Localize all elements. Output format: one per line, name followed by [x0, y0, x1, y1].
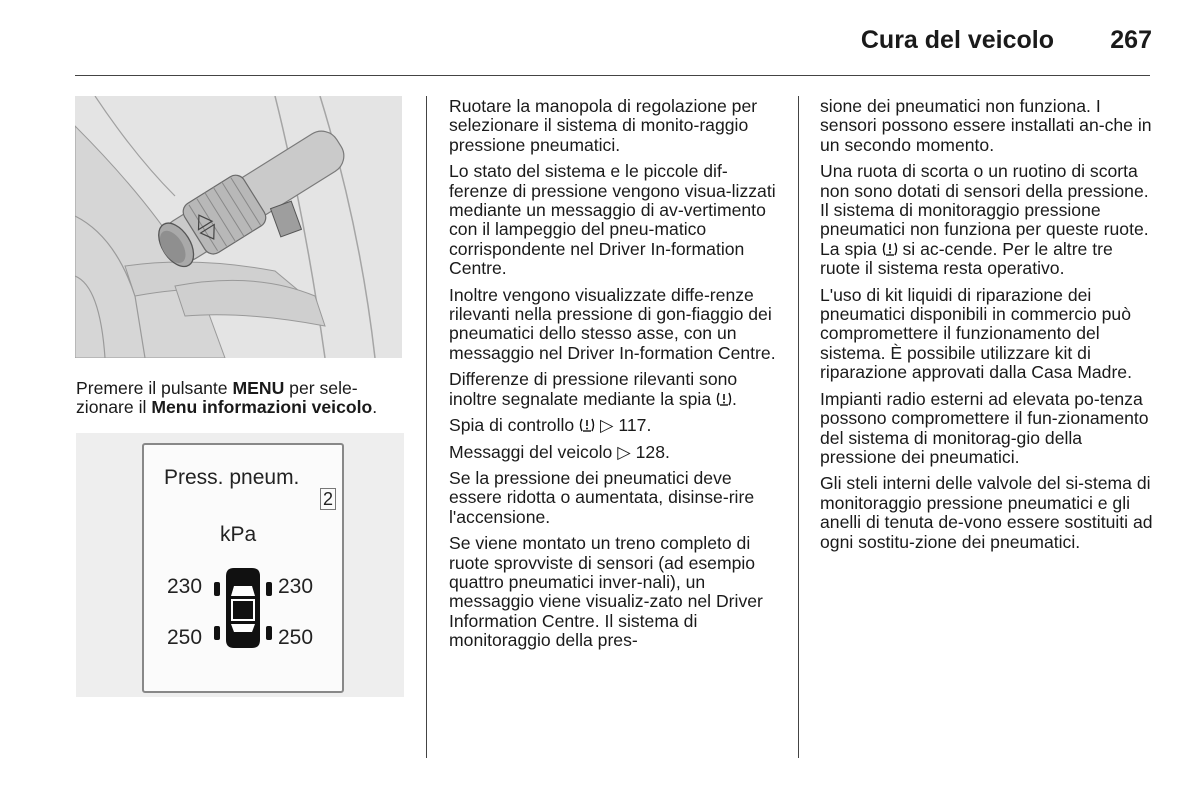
paragraph: sione dei pneumatici non funziona. I sensori possono essere installati an-che in un secondo momento.	[820, 96, 1152, 155]
paragraph: Inoltre vengono visualizzate diffe-renze rilevanti nella pressione di gon-fiaggio dei pneumatici dello stesso asse, con un messaggio nel Driver In-formation Centre.	[449, 284, 776, 363]
paragraph: L'uso di kit liquidi di riparazione dei pneumatici disponibili in commercio può compromettere il funzionamento del sistema. È possibile utilizzare kit di riparazione approvati dalla Casa Madre.	[820, 284, 1132, 383]
front-left-pressure: 230	[167, 575, 203, 598]
text-column-3	[820, 97, 1155, 559]
figure-caption	[76, 379, 411, 418]
paragraph-text-end: .	[732, 388, 737, 409]
paragraph	[449, 443, 784, 462]
paragraph-text-end: .	[646, 415, 652, 436]
column-divider-1	[426, 96, 427, 758]
rear-left-pressure: 250	[167, 626, 203, 649]
paragraph: Ruotare la manopola di regolazione per selezionare il sistema di monito-raggio pressione pneumatici.	[449, 96, 758, 155]
paragraph-text: Differenze di pressione rilevanti sono inoltre segnalate mediante la spia	[449, 369, 738, 409]
tire-pressure-warning-icon	[579, 416, 595, 434]
paragraph	[449, 370, 784, 409]
rear-right-pressure: 250	[278, 626, 314, 649]
menu-item-label: Menu informazioni veicolo	[151, 397, 373, 418]
paragraph: Se la pressione dei pneumatici deve essere ridotta o aumentata, disinse-rire l'accensione.	[449, 467, 755, 527]
menu-button-label: MENU	[232, 378, 285, 398]
caption-text-pre: Premere il pulsante	[76, 378, 233, 398]
tire-pressure-warning-icon	[882, 240, 898, 258]
paragraph: Impianti radio esterni ad elevata po-tenza possono compromettere il fun-zionamento del sistema di monitorag-gio della pressione dei pneumatici.	[820, 388, 1149, 467]
display-page-indicator: 2	[320, 488, 336, 510]
paragraph: Se viene montato un treno completo di ruote sprovviste di sensori (ad esempio quattro pneumatici inver-nali), un messaggio viene visualiz-zato nel Driver Information Centre. Il sistema di monitoraggio della pres-	[449, 533, 763, 651]
display-title: Press. pneum.	[164, 466, 300, 489]
paragraph-text: Una ruota di scorta o un ruotino di scorta non sono dotati di sensori della pressione. Il sistema di monitoraggio pressione pneumatici non funziona per queste ruote. La spia	[820, 161, 1149, 259]
page-reference-link[interactable]: 117	[618, 415, 647, 436]
front-right-pressure: 230	[278, 575, 314, 598]
caption-text-end: .	[372, 397, 378, 418]
paragraph: Gli steli interni delle valvole del si-stema di monitoraggio pressione pneumatici e gli anelli di tenuta de-vono essere sostituiti ad ogni sostitu-zione dei pneumatici.	[820, 473, 1153, 552]
stalk-illustration	[75, 96, 402, 358]
paragraph: Lo stato del sistema e le piccole dif-ferenze di pressione vengono visua-lizzati mediante un messaggio di av-vertimento con il lampeggio del pneu-matico corrispondente nel Driver In-formation Centre.	[449, 161, 776, 279]
tire-pressure-warning-icon	[716, 390, 732, 408]
header-rule	[75, 75, 1150, 76]
running-header-title: Cura del veicolo	[860, 26, 1054, 54]
page-reference-link[interactable]: 128	[635, 441, 665, 462]
display-unit: kPa	[220, 523, 257, 546]
paragraph-text: Spia di controllo	[449, 415, 580, 436]
paragraph-text: Messaggi del veicolo	[449, 441, 618, 462]
page-reference-arrow-icon: ▷	[617, 441, 631, 462]
paragraph	[820, 162, 1155, 278]
caption-text-mid: per sele-zionare il	[76, 378, 358, 418]
paragraph-text-end: si ac-cende. Per le altre tre ruote il sistema resta operativo.	[820, 238, 1113, 279]
paragraph-text-end: .	[665, 441, 670, 462]
column-divider-2	[798, 96, 799, 758]
text-column-2	[449, 97, 784, 658]
page-reference-arrow-icon: ▷	[599, 415, 614, 436]
paragraph	[449, 416, 784, 435]
car-top-view-icon	[212, 566, 274, 650]
page-number: 267	[1110, 26, 1152, 54]
